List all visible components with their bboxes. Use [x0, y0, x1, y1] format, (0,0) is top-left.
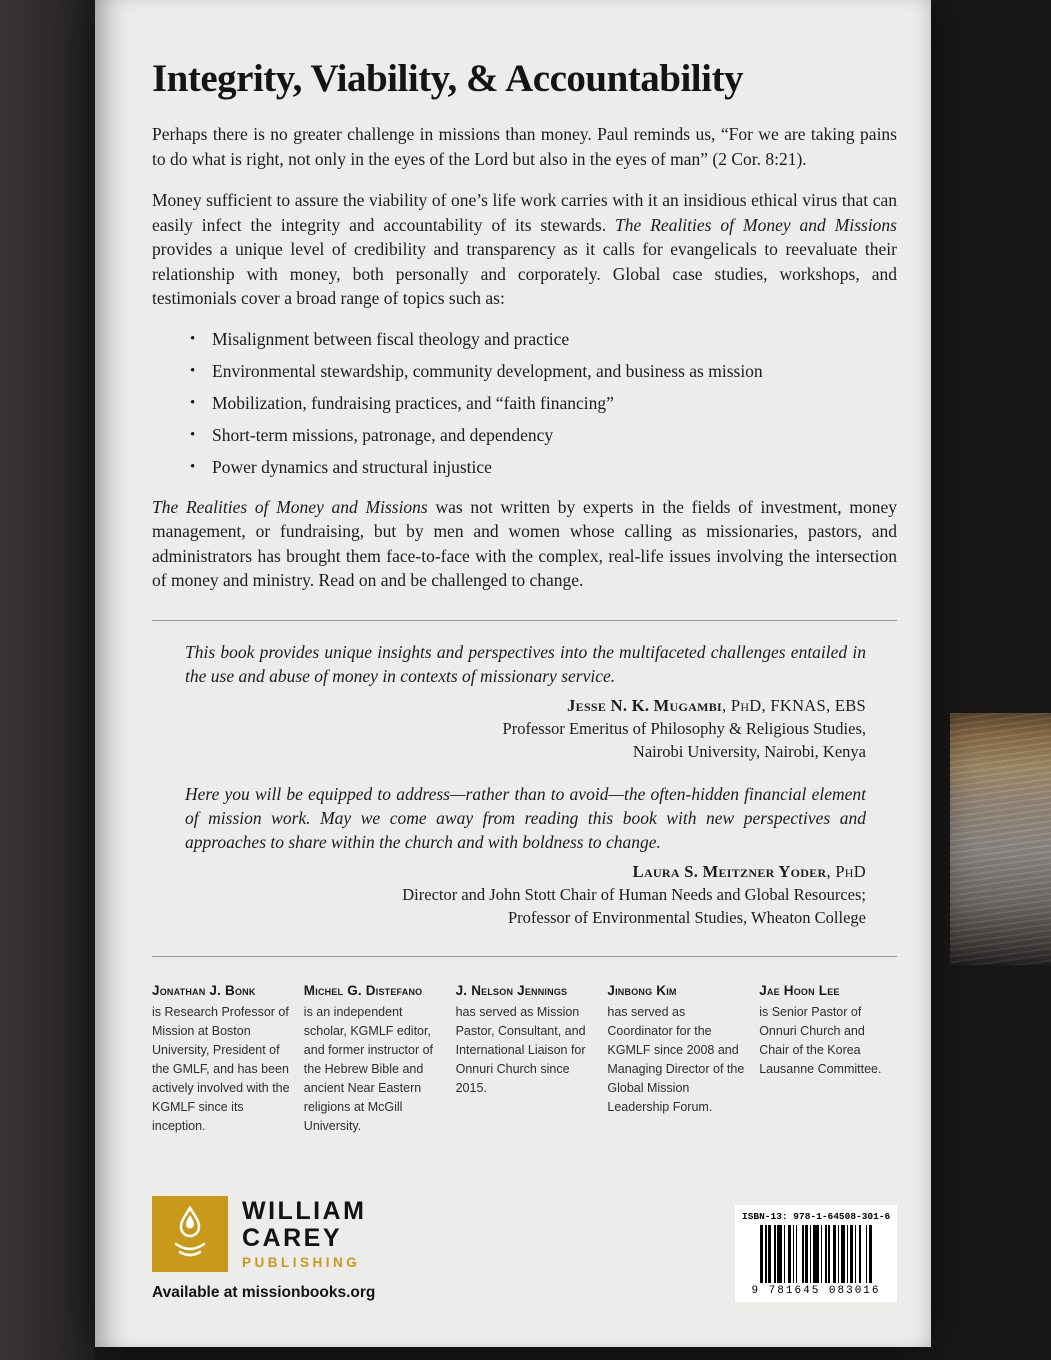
background-left-panel	[0, 0, 95, 1360]
attribution-name-line	[185, 694, 866, 717]
bullet-icon: •	[190, 330, 196, 347]
barcode-bars	[742, 1225, 890, 1283]
topics-bullet-list	[152, 328, 897, 479]
bio-column	[607, 983, 745, 1136]
bullet-text: Misalignment between fiscal theology and practice	[212, 328, 570, 349]
publisher-block	[152, 1196, 375, 1302]
attribution-name: Laura S. Meitzner Yoder	[632, 861, 827, 881]
barcode-digits: 9 781645 083016	[751, 1285, 881, 1297]
bullet-icon: •	[190, 394, 196, 411]
bio-name: J. Nelson Jennings	[455, 982, 568, 998]
bio-text: has served as Coordinator for the KGMLF since 2008 and Managing Director of the Global Mission Leadership Forum.	[607, 1004, 745, 1114]
barcode	[735, 1205, 897, 1302]
attribution-name: Jesse N. K. Mugambi	[567, 695, 723, 715]
isbn-label: ISBN-13: 978-1-64508-301-6	[742, 1211, 891, 1222]
bio-column	[304, 983, 442, 1136]
book-back-cover	[95, 0, 931, 1347]
bio-name: Jinbong Kim	[607, 982, 677, 998]
bullet-icon: •	[190, 362, 196, 379]
list-item	[190, 392, 897, 415]
attribution-credentials: , PhD	[826, 861, 866, 881]
publisher-name-line: WILLIAM	[242, 1197, 367, 1225]
publisher-name-line: CAREY	[242, 1224, 343, 1252]
testimonial-attribution	[185, 694, 866, 763]
bio-column	[152, 983, 290, 1136]
bullet-text: Power dynamics and structural injustice	[212, 456, 492, 477]
bio-name: Michel G. Distefano	[303, 982, 423, 998]
bullet-text: Short-term missions, patronage, and dependency	[212, 424, 554, 445]
attribution-institution: Professor of Environmental Studies, Wheaton College	[507, 907, 866, 927]
book-title-italic: The Realities of Money and Missions	[615, 214, 897, 235]
bullet-icon: •	[190, 458, 196, 475]
publisher-name-line: PUBLISHING	[242, 1255, 361, 1270]
candle-flame-icon	[166, 1206, 214, 1262]
publisher-name	[242, 1196, 366, 1270]
list-item	[190, 360, 897, 383]
attribution-credentials: , PhD, FKNAS, EBS	[722, 695, 866, 715]
attribution-role: Director and John Stott Chair of Human Needs and Global Resources;	[402, 884, 866, 904]
book-title-italic: The Realities of Money and Missions	[152, 496, 428, 517]
testimonial-quote: This book provides unique insights and perspectives into the multifaceted challenges entailed in the use and abuse of money in contexts of missionary service.	[185, 641, 866, 686]
intro-paragraph-text: Perhaps there is no greater challenge in missions than money. Paul reminds us, “For we are taking pains to do what is right, not only in the eyes of the Lord but also in the eyes of man” (2 Cor. 8:21).	[152, 124, 897, 169]
william-carey-publishing-logo	[152, 1196, 228, 1272]
testimonial-block	[152, 640, 897, 763]
bullet-text: Environmental stewardship, community development, and business as mission	[212, 360, 763, 381]
closing-paragraph	[152, 495, 897, 593]
bio-text: is Senior Pastor of Onnuri Church and Chair of the Korea Lausanne Committee.	[759, 1004, 882, 1076]
cover-photo-texture	[950, 713, 1051, 965]
testimonial-attribution	[185, 860, 866, 929]
bio-column	[456, 983, 594, 1136]
divider	[152, 620, 897, 621]
testimonial-block	[152, 782, 897, 929]
bio-name: Jonathan J. Bonk	[152, 982, 256, 998]
bio-text: is Research Professor of Mission at Boston University, President of the GMLF, and has been actively involved with the KGMLF since its inception.	[152, 1004, 290, 1133]
bullet-text: Mobilization, fundraising practices, and “faith financing”	[212, 392, 614, 413]
list-item	[190, 456, 897, 479]
availability-text: Available at missionbooks.org	[152, 1284, 376, 1301]
page-title: Integrity, Viability, & Accountability	[152, 57, 743, 100]
list-item	[190, 424, 897, 447]
bio-text: is an independent scholar, KGMLF editor, and former instructor of the Hebrew Bible and ancient Near Eastern religions at McGill University.	[303, 1004, 434, 1133]
intro-paragraph	[152, 122, 897, 171]
attribution-institution: Nairobi University, Nairobi, Kenya	[632, 741, 866, 761]
divider	[152, 956, 897, 957]
bio-column	[759, 983, 897, 1136]
attribution-name-line	[185, 860, 866, 883]
body-paragraph-text: provides a unique level of credibility and transparency as it calls for evangelicals to reevaluate their relationship with money, both personally and corporately. Global case studies, workshops, and testimonials cover a broad range of topics such as:	[152, 239, 897, 309]
body-paragraph	[152, 188, 897, 311]
editor-bios	[152, 983, 897, 1136]
bio-name: Jae Hoon Lee	[759, 982, 840, 998]
testimonial-quote: Here you will be equipped to address—rather than to avoid—the often-hidden financial element of mission work. May we come away from reading this book with new perspectives and approaches to share within the church and with boldness to change.	[185, 783, 866, 852]
list-item	[190, 328, 897, 351]
footer	[152, 1196, 897, 1302]
bio-text: has served as Mission Pastor, Consultant, and International Liaison for Onnuri Church since 2015.	[455, 1004, 586, 1095]
body-paragraph-text: Money sufficient to assure the viability of one’s life work carries with it an insidious ethical virus that can easily infect the integrity and accountability of its stewards.	[152, 190, 897, 235]
bullet-icon: •	[190, 426, 196, 443]
attribution-role: Professor Emeritus of Philosophy & Religious Studies,	[502, 718, 866, 738]
closing-paragraph-text: was not written by experts in the fields of investment, money management, or fundraising, but by men and women whose calling as missionaries, pastors, and administrators has brought them face-to-face with the complex, real-life issues involving the intersection of money and ministry. Read on and be challenged to change.	[152, 496, 897, 591]
